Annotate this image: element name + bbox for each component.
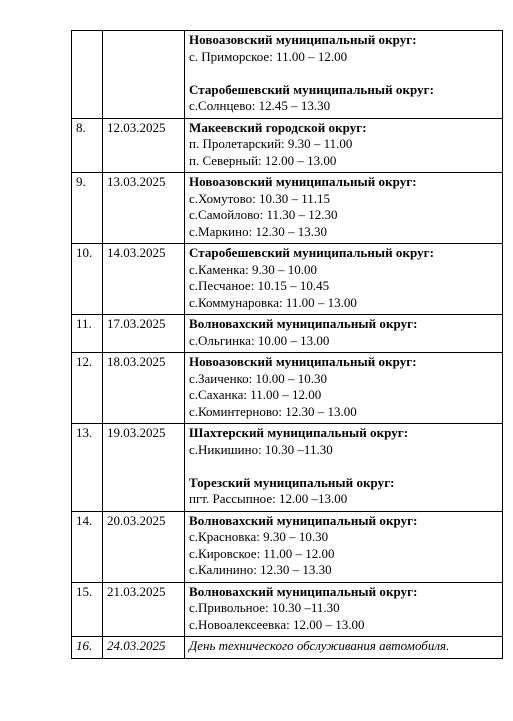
row-date: 14.03.2025: [103, 244, 185, 315]
table-row: [72, 424, 503, 512]
district-heading: Волновахский муниципальный округ:: [189, 512, 418, 528]
stop-schedule: с.Заиченко: 10.00 – 10.30: [189, 370, 328, 386]
row-date: [103, 31, 185, 119]
table-row: [72, 582, 503, 637]
district-heading: Новоазовский муниципальный округ:: [189, 354, 417, 369]
stop-schedule: с. Приморское: 11.00 – 12.00: [189, 48, 348, 64]
route-details: [185, 582, 503, 637]
stop-schedule: с.Самойлово: 11.30 – 12.30: [189, 207, 338, 222]
district-heading: Старобешевский муниципальный округ:: [189, 81, 435, 97]
route-details: [185, 353, 503, 424]
stop-schedule: с.Солнцево: 12.45 – 13.30: [189, 98, 331, 113]
route-details: [185, 511, 503, 582]
stop-schedule: с.Коминтерново: 12.30 – 13.00: [189, 403, 357, 419]
stop-schedule: п. Пролетарский: 9.30 – 11.00: [189, 136, 353, 151]
row-number: 9.: [72, 173, 103, 244]
maintenance-note: День технического обслуживания автомобиля.: [185, 637, 503, 659]
stop-schedule: с.Новоалексеевка: 12.00 – 13.00: [189, 616, 365, 632]
row-number: 12.: [72, 353, 103, 424]
table-row-maintenance: [72, 637, 503, 659]
table-row: [72, 244, 503, 315]
table-row: [72, 173, 503, 244]
row-number: 16.: [72, 637, 103, 659]
district-heading: Новоазовский муниципальный округ:: [189, 174, 417, 189]
stop-schedule: с.Коммунаровка: 11.00 – 13.00: [189, 294, 357, 310]
stop-schedule: с.Хомутово: 10.30 – 11.15: [189, 190, 331, 206]
stop-schedule: с.Кировское: 11.00 – 12.00: [189, 545, 335, 561]
district-heading: Волновахский муниципальный округ:: [189, 316, 418, 331]
row-date: 18.03.2025: [103, 353, 185, 424]
district-heading: Торезский муниципальный округ:: [189, 474, 395, 490]
route-details: [185, 173, 503, 244]
row-number: 10.: [72, 244, 103, 315]
row-date: 20.03.2025: [103, 511, 185, 582]
stop-schedule: с.Привольное: 10.30 –11.30: [189, 600, 340, 615]
route-details: [185, 315, 503, 353]
stop-schedule: с.Никишино: 10.30 –11.30: [189, 441, 333, 457]
schedule-body: [72, 31, 503, 659]
row-date: 13.03.2025: [103, 173, 185, 244]
row-date: 17.03.2025: [103, 315, 185, 353]
row-number: 13.: [72, 424, 103, 512]
route-details: [185, 424, 503, 512]
row-number: 8.: [72, 118, 103, 173]
row-number: 15.: [72, 582, 103, 637]
row-date: 19.03.2025: [103, 424, 185, 512]
district-heading: Новоазовский муниципальный округ:: [189, 32, 417, 47]
district-heading: Волновахский муниципальный округ:: [189, 583, 418, 599]
stop-schedule: с.Каменка: 9.30 – 10.00: [189, 261, 317, 277]
row-date: 21.03.2025: [103, 582, 185, 637]
stop-schedule: п. Северный: 12.00 – 13.00: [189, 152, 337, 168]
stop-schedule: с.Саханка: 11.00 – 12.00: [189, 387, 322, 402]
table-row: [72, 511, 503, 582]
group-spacer: [189, 65, 498, 82]
stop-schedule: с.Ольгинка: 10.00 – 13.00: [189, 332, 330, 348]
district-heading: Старобешевский муниципальный округ:: [189, 245, 435, 260]
stop-schedule: с.Маркино: 12.30 – 13.30: [189, 223, 327, 239]
table-row: [72, 31, 503, 119]
row-number: [72, 31, 103, 119]
route-details: [185, 244, 503, 315]
row-number: 14.: [72, 511, 103, 582]
schedule-table: [71, 30, 503, 659]
route-details: [185, 118, 503, 173]
table-row: [72, 353, 503, 424]
table-row: [72, 118, 503, 173]
stop-schedule: с.Песчаное: 10.15 – 10.45: [189, 278, 330, 293]
group-spacer: [189, 458, 498, 475]
district-heading: Шахтерский муниципальный округ:: [189, 425, 409, 440]
row-date: 24.03.2025: [103, 637, 185, 659]
table-row: [72, 315, 503, 353]
row-date: 12.03.2025: [103, 118, 185, 173]
stop-schedule: с.Калинино: 12.30 – 13.30: [189, 562, 332, 577]
stop-schedule: пгт. Рассыпное: 12.00 –13.00: [189, 491, 348, 506]
district-heading: Макеевский городской округ:: [189, 119, 367, 135]
row-number: 11.: [72, 315, 103, 353]
route-details: [185, 31, 503, 119]
stop-schedule: с.Красновка: 9.30 – 10.30: [189, 529, 329, 544]
